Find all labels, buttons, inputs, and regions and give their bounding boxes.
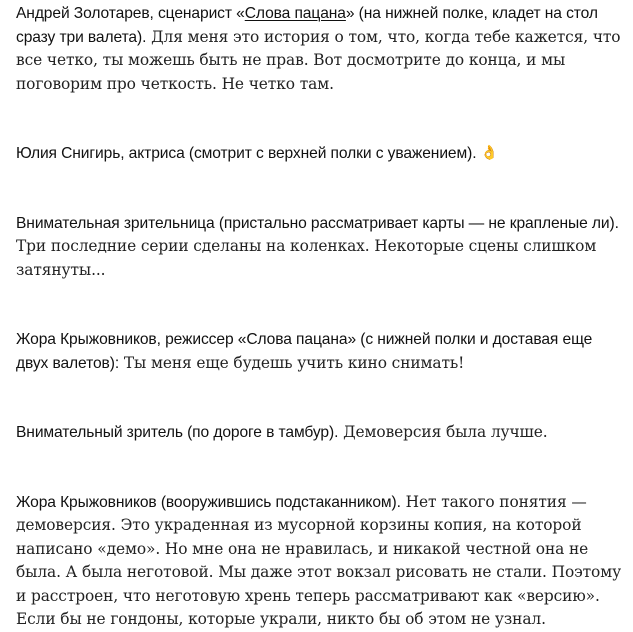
dialogue-paragraph — [16, 142, 628, 166]
speaker-line: Жора Крыжовников (вооружившись подстаканником). — [16, 493, 401, 511]
article-body — [16, 2, 628, 632]
speech-text: Ты меня еще будешь учить кино снимать! — [119, 353, 465, 372]
dialogue-paragraph — [16, 212, 628, 283]
speech-text: Нет такого понятия — демоверсия. Это украденная из мусорной корзины копия, на которой написано «демо». Но мне она не нравилась, и никакой честной она не была. А была неготовой. Мы даже этот вокзал рисовать не стали. Поэтому и расстроен, что неготовую хрень теперь рассматривают как «версию». Если бы не гондоны, которые украли, никто бы об этом не узнал. — [16, 492, 622, 628]
dialogue-paragraph — [16, 328, 628, 375]
speaker-text: Андрей Золотарев, сценарист « — [16, 5, 245, 22]
dialogue-paragraph — [16, 421, 628, 445]
speech-text: Демоверсия была лучше. — [338, 423, 548, 441]
speaker-line: Внимательный зритель (по дороге в тамбур). — [16, 424, 339, 441]
speaker-line: Жора Крыжовников, режиссер «Слова пацана» (с нижней полки и доставая еще двух валетов): — [16, 331, 593, 372]
speech-text: Три последние серии сделаны на коленках. Некоторые сцены слишком затянуты... — [16, 237, 597, 279]
speaker-text: » (на нижней полке, кладет на стол сразу три валета). — [16, 5, 598, 46]
speaker-line: Внимательная зрительница (пристально рассматривает карты — не крапленые ли). — [16, 214, 619, 232]
speech-text: Для меня это история о том, что, когда тебе кажется, что все четко, ты можешь быть не прав. Вот досмотрите до конца, и мы поговорим про четкость. Не четко там. — [16, 27, 621, 93]
dialogue-paragraph — [16, 491, 628, 632]
series-title-link[interactable]: Слова пацана — [244, 5, 346, 22]
speaker-line: Юлия Снигирь, актриса (смотрит с верхней полки с уважением). — [16, 145, 477, 162]
dialogue-paragraph — [16, 2, 628, 96]
ok-hand-icon: 👌 — [480, 146, 498, 161]
